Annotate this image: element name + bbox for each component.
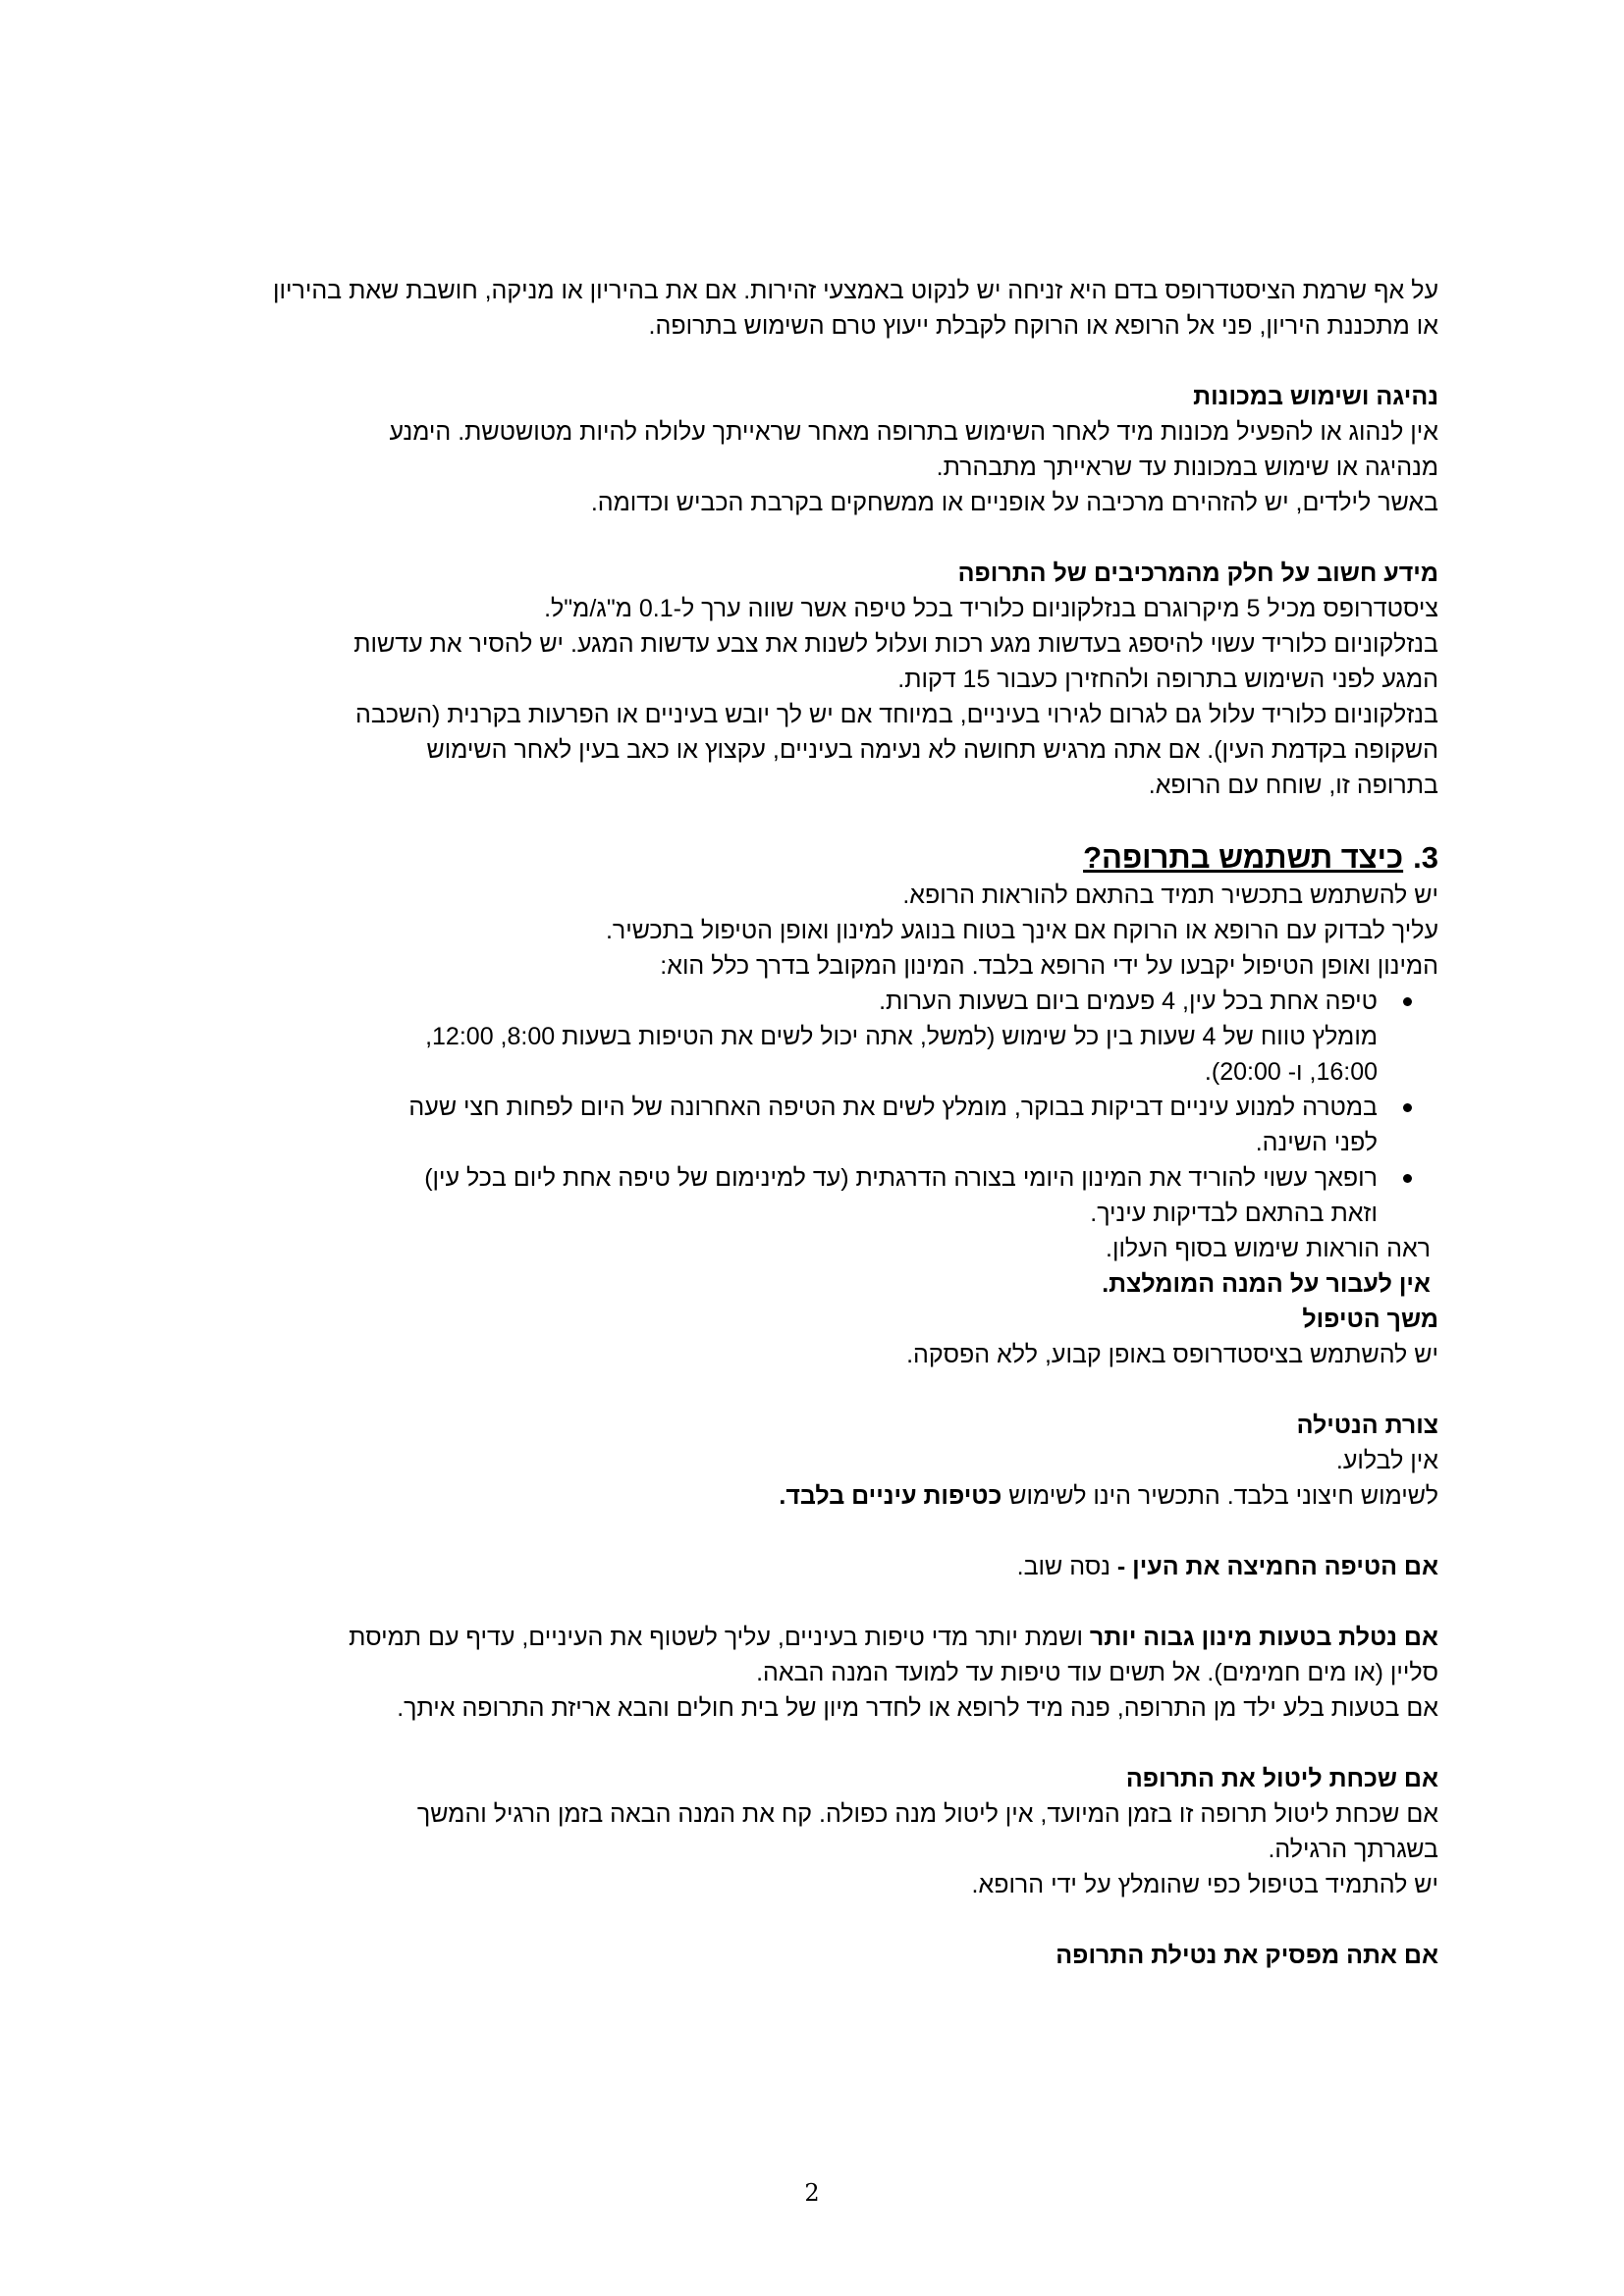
bullet-icon [1403, 997, 1412, 1006]
text-line: אם בטעות בלע ילד מן התרופה, פנה מיד לרופא או לחדר מיון של בית חולים והבא אריזת התרופה איתך. [397, 1694, 1438, 1722]
text-line: וזאת בהתאם לבדיקות עיניך. [1090, 1200, 1378, 1227]
text-line: על אף שרמת הציסטדרופס בדם היא זניחה יש לנקוט באמצעי זהירות. אם את בהיריון או מניקה, חושבת שאת בהיריון [273, 277, 1438, 304]
text-line: עליך לבדוק עם הרופא או הרוקח אם אינך בטוח בנוגע למינון ואופן הטיפול בתכשיר. [605, 917, 1438, 944]
text-line: או מתכננת היריון, פני אל הרופא או הרוקח לקבלת ייעוץ טרם השימוש בתרופה. [648, 312, 1438, 340]
section-heading: משך הטיפול [1302, 1306, 1438, 1333]
text-run: נסה שוב. [1016, 1553, 1117, 1580]
bullet-icon [1403, 1103, 1412, 1112]
text-line: אין לנהוג או להפעיל מכונות מיד לאחר השימוש בתרופה מאחר שראייתך עלולה להיות מטושטשת. הימנע [389, 418, 1438, 446]
missed-eye-section [88, 1549, 1438, 1584]
text-line: בנזלקוניום כלוריד עשוי להיספג בעדשות מגע רכות ועלול לשנות את צבע עדשות המגע. יש להסיר את עדשות [353, 630, 1438, 658]
text-line: טיפה אחת בכל עין, 4 פעמים ביום בשעות הערות. [879, 988, 1378, 1015]
text-line: סליין (או מים חמימים). אל תשים עוד טיפות עד למועד המנה הבאה. [756, 1659, 1438, 1686]
duration-section [88, 1302, 1438, 1372]
text-run-bold: אם הטיפה החמיצה את העין - [1116, 1553, 1438, 1580]
section-title: כיצד תשתמש בתרופה? [1083, 840, 1404, 875]
do-not-exceed-warning: אין לעבור על המנה המומלצת. [1102, 1270, 1431, 1298]
leaflet-page [88, 273, 1438, 1973]
pregnancy-paragraph [88, 273, 1438, 344]
forgot-section [88, 1761, 1438, 1902]
administration-section [88, 1408, 1438, 1514]
text-line: יש להשתמש בציסטדרופס באופן קבוע, ללא הפסקה. [906, 1341, 1438, 1368]
section-3-heading [88, 838, 1438, 878]
dosage-list [88, 984, 1438, 1231]
text-line: המגע לפני השימוש בתרופה ולהחזירן כעבור 15 דקות. [897, 666, 1438, 693]
text-run: לשימוש חיצוני בלבד. התכשיר הינו לשימוש [1001, 1482, 1438, 1510]
section-number: 3. [1413, 840, 1438, 875]
text-line [88, 1478, 1438, 1514]
section-heading: מידע חשוב על חלק מהמרכיבים של התרופה [957, 560, 1438, 587]
driving-section [88, 379, 1438, 520]
text-line [88, 1549, 1438, 1584]
page-number: 2 [804, 2179, 820, 2207]
text-line: בתרופה זו, שוחח עם הרופא. [1148, 772, 1438, 799]
text-line: השקופה בקדמת העין). אם אתה מרגיש תחושה לא נעימה בעיניים, עקצוץ או כאב בעין לאחר השימוש [426, 736, 1438, 764]
text-run-bold: כטיפות עיניים בלבד. [779, 1482, 1002, 1510]
section-heading: אם שכחת ליטול את התרופה [1125, 1765, 1438, 1792]
ingredients-section [88, 556, 1438, 803]
see-instructions-note: ראה הוראות שימוש בסוף העלון. [1106, 1235, 1431, 1262]
text-line: לפני השינה. [1255, 1129, 1378, 1156]
list-item [88, 1090, 1438, 1160]
stopping-section [88, 1938, 1438, 1973]
section-heading: אם אתה מפסיק את נטילת התרופה [1056, 1942, 1438, 1969]
text-line: במטרה למנוע עיניים דביקות בבוקר, מומלץ לשים את הטיפה האחרונה של היום לפחות חצי שעה [408, 1094, 1378, 1121]
text-line: אם שכחת ליטול תרופה זו בזמן המיועד, אין ליטול מנה כפולה. קח את המנה הבאה בזמן הרגיל והמשך [416, 1800, 1438, 1828]
text-line: המינון ואופן הטיפול יקבעו על ידי הרופא בלבד. המינון המקובל בדרך כלל הוא: [660, 952, 1438, 980]
text-line: בנזלקוניום כלוריד עלול גם לגרום לגירוי בעיניים, במיוחד אם יש לך יובש בעיניים או הפרעות בקרנית (השכבה [355, 701, 1438, 728]
section-heading: צורת הנטילה [1296, 1412, 1438, 1439]
text-line: מומלץ טווח של 4 שעות בין כל שימוש (למשל, אתה יכול לשים את הטיפות בשעות 8:00, 12:00, [425, 1023, 1378, 1050]
text-line: אין לבלוע. [1335, 1447, 1438, 1474]
overdose-section [88, 1620, 1438, 1726]
text-line: 16:00, ו- 20:00). [1204, 1058, 1378, 1086]
text-line: ציסטדרופס מכיל 5 מיקרוגרם בנזלקוניום כלוריד בכל טיפה אשר שווה ערך ל-0.1 מ"ג/מ"ל. [544, 595, 1438, 622]
text-line: בשגרתך הרגילה. [1268, 1836, 1438, 1863]
text-line: יש להשתמש בתכשיר תמיד בהתאם להוראות הרופא. [902, 881, 1438, 909]
text-line: באשר לילדים, יש להזהירם מרכיבה על אופניים או ממשחקים בקרבת הכביש וכדומה. [590, 489, 1438, 516]
text-line [88, 1620, 1438, 1655]
text-line: יש להתמיד בטיפול כפי שהומלץ על ידי הרופא. [971, 1871, 1438, 1898]
text-run-bold: אם נטלת בטעות מינון גבוה יותר [1089, 1624, 1438, 1651]
list-item [88, 984, 1438, 1090]
text-line: מנהיגה או שימוש במכונות עד שראייתך מתבהרת. [936, 454, 1438, 481]
bullet-icon [1403, 1174, 1412, 1183]
text-run: ושמת יותר מדי טיפות בעיניים, עליך לשטוף את העיניים, עדיף עם תמיסת [349, 1624, 1090, 1651]
list-item [88, 1160, 1438, 1231]
text-line: רופאך עשוי להוריד את המינון היומי בצורה הדרגתית (עד למינימום של טיפה אחת ליום בכל עין) [424, 1164, 1378, 1192]
how-to-use-section [88, 838, 1438, 1302]
section-heading: נהיגה ושימוש במכונות [1193, 383, 1438, 410]
